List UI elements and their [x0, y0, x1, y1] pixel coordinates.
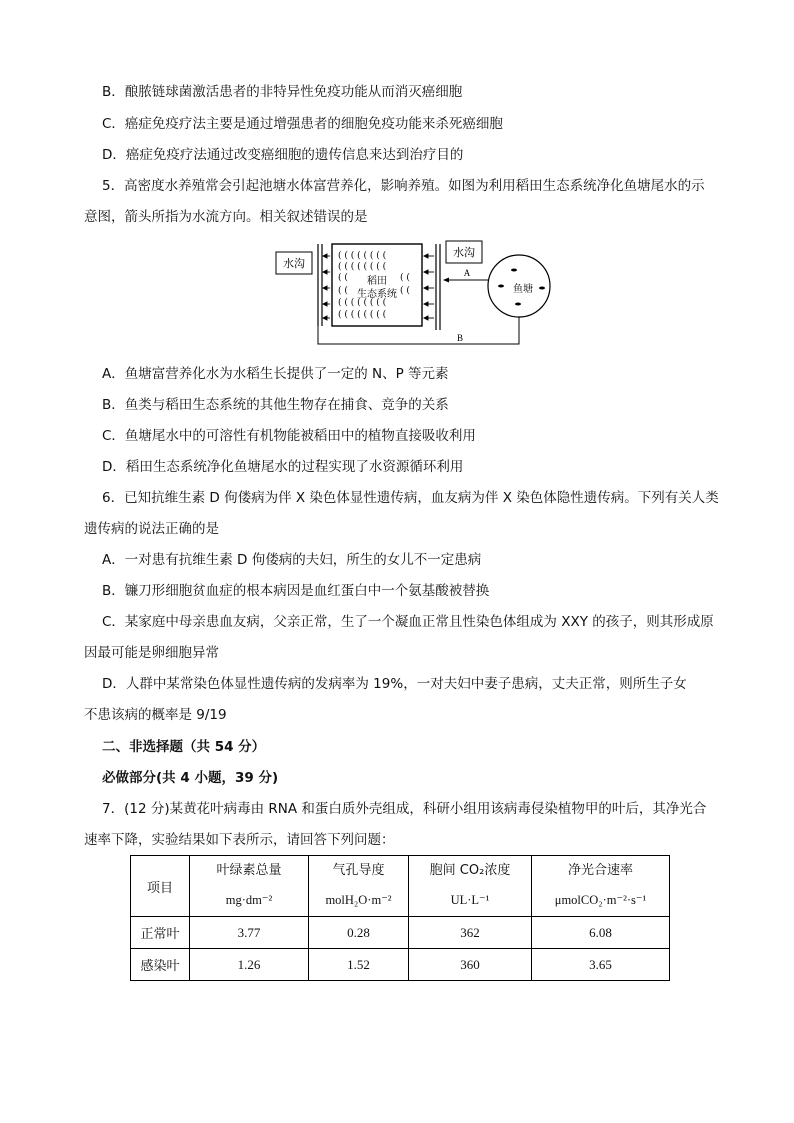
table-cell: 0.28	[309, 917, 409, 949]
table-cell: 6.08	[532, 917, 670, 949]
table-row-label: 感染叶	[131, 949, 190, 981]
table-header-stomatal: 气孔导度 molH₂O·m⁻²	[309, 856, 409, 917]
arrow-a-label: A	[463, 268, 471, 278]
q5-stem-line2: 意图，箭头所指为水流方向。相关叙述错误的是	[84, 209, 368, 225]
table-cell: 3.77	[190, 917, 309, 949]
table-cell: 362	[409, 917, 532, 949]
q6-stem-line1: 6．已知抗维生素 D 佝偻病为伴 X 染色体显性遗传病，血友病为伴 X 染色体隐性遗传病。下列有关人类	[102, 490, 719, 506]
q4-option-c: C．癌症免疫疗法主要是通过增强患者的细胞免疫功能来杀死癌细胞	[102, 116, 503, 132]
table-cell: 3.65	[532, 949, 670, 981]
svg-text:( (: ( (	[338, 286, 348, 296]
right-inflow-arrows	[424, 254, 434, 320]
table-header-chlorophyll: 叶绿素总量 mg·dm⁻²	[190, 856, 309, 917]
left-outflow-arrows	[323, 254, 330, 320]
table-cell: 360	[409, 949, 532, 981]
table-cell: 1.26	[190, 949, 309, 981]
experiment-table	[130, 855, 670, 981]
table-row-label: 正常叶	[131, 917, 190, 949]
q6-option-c-line2: 因最可能是卵细胞异常	[84, 645, 219, 661]
svg-text:( (: ( (	[400, 286, 410, 296]
q6-option-a: A．一对患有抗维生素 D 佝偻病的夫妇，所生的女儿不一定患病	[102, 552, 482, 568]
table-row	[131, 949, 670, 981]
table-header-co2: 胞间 CO₂浓度 UL·L⁻¹	[409, 856, 532, 917]
left-ditch-label: 水沟	[283, 257, 305, 270]
q6-option-d-line2: 不患该病的概率是 9/19	[84, 707, 227, 723]
section-subtitle: 必做部分(共 4 小题，39 分)	[102, 770, 279, 786]
q7-stem-line2: 速率下降，实验结果如下表所示，请回答下列问题：	[84, 832, 395, 848]
paddy-label-1: 稻田	[367, 276, 387, 287]
svg-text:( ( ( ( ( ( ( (: ( ( ( ( ( ( ( (	[338, 310, 387, 320]
arrow-b-label: B	[456, 333, 464, 343]
pond-label: 鱼塘	[513, 284, 533, 295]
table-cell: 1.52	[309, 949, 409, 981]
svg-text:( ( ( ( ( ( ( (: ( ( ( ( ( ( ( (	[338, 251, 387, 261]
svg-text:( ( ( ( ( ( ( (: ( ( ( ( ( ( ( (	[338, 298, 387, 308]
q6-stem-line2: 遗传病的说法正确的是	[84, 521, 219, 537]
q6-option-d-line1: D．人群中某常染色体显性遗传病的发病率为 19%，一对夫妇中妻子患病，丈夫正常，则所生子女	[102, 676, 687, 692]
q5-stem-line1: 5．高密度水养殖常会引起池塘水体富营养化，影响养殖。如图为利用稻田生态系统净化鱼塘尾水的示	[102, 178, 705, 194]
rice-paddy-diagram	[274, 238, 556, 350]
q4-option-d: D．癌症免疫疗法通过改变癌细胞的遗传信息来达到治疗目的	[102, 147, 464, 163]
svg-text:( (: ( (	[400, 273, 410, 283]
section-title: 二、非选择题（共 54 分）	[102, 739, 266, 755]
q5-option-b: B．鱼类与稻田生态系统的其他生物存在捕食、竞争的关系	[102, 397, 449, 413]
table-header-row	[131, 856, 670, 917]
svg-text:( (: ( (	[338, 273, 348, 283]
svg-text:( ( ( ( ( ( ( (: ( ( ( ( ( ( ( (	[338, 262, 387, 272]
q5-option-c: C．鱼塘尾水中的可溶性有机物能被稻田中的植物直接吸收利用	[102, 428, 476, 444]
table-header-item: 项目	[131, 856, 190, 917]
q5-option-d: D．稻田生态系统净化鱼塘尾水的过程实现了水资源循环利用	[102, 459, 464, 475]
q4-option-b: B．酿脓链球菌激活患者的非特异性免疫功能从而消灭癌细胞	[102, 84, 463, 100]
q6-option-b: B．镰刀形细胞贫血症的根本病因是血红蛋白中一个氨基酸被替换	[102, 583, 490, 599]
q6-option-c-line1: C．某家庭中母亲患血友病，父亲正常，生了一个凝血正常且性染色体组成为 XXY 的孩子，则其形成原	[102, 614, 714, 630]
table-header-photosynthesis: 净光合速率 μmolCO₂·m⁻²·s⁻¹	[532, 856, 670, 917]
table-row	[131, 917, 670, 949]
paddy-label-2: 生态系统	[357, 289, 397, 300]
right-ditch-label: 水沟	[453, 246, 475, 259]
q5-option-a: A．鱼塘富营养化水为水稻生长提供了一定的 N、P 等元素	[102, 366, 449, 382]
q7-stem-line1: 7．(12 分)某黄花叶病毒由 RNA 和蛋白质外壳组成，科研小组用该病毒侵染植物甲的叶后，其净光合	[102, 801, 707, 817]
